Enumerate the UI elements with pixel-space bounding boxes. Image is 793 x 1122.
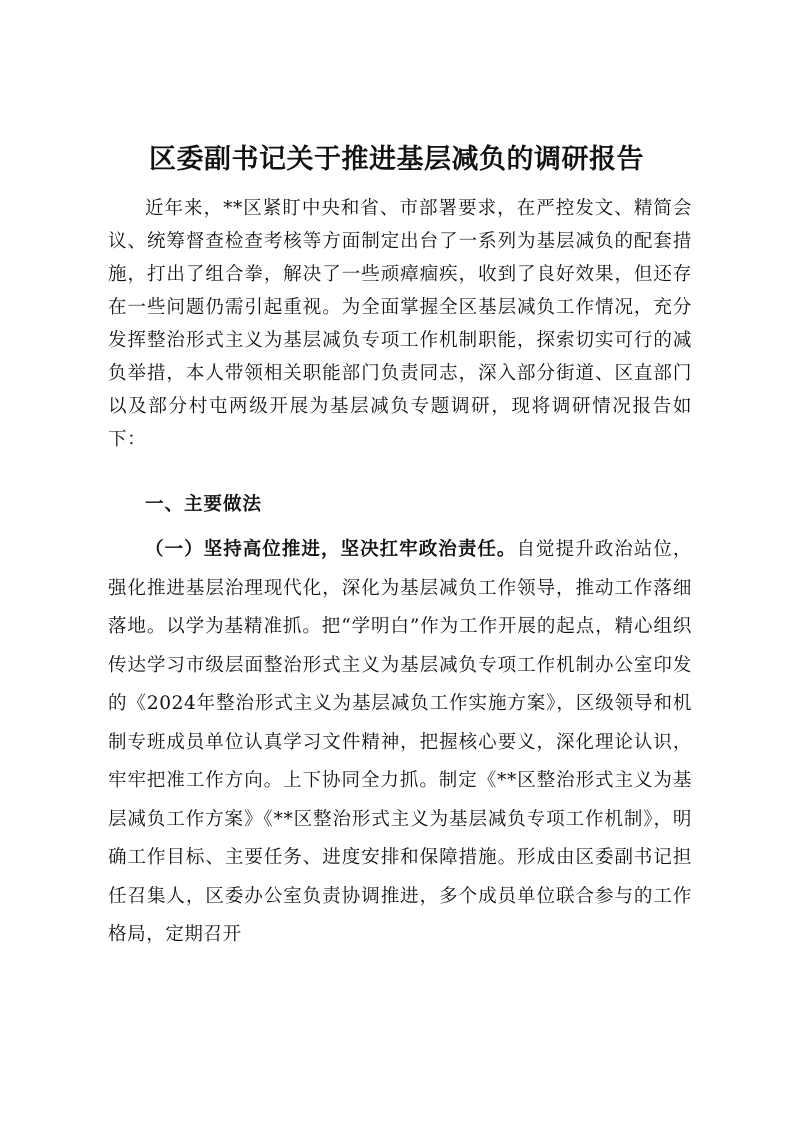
document-title: 区委副书记关于推进基层减负的调研报告 xyxy=(149,144,644,175)
subsection-paragraph xyxy=(108,531,692,955)
section-heading: 一、主要做法 xyxy=(145,494,263,515)
subsection-lead: （一）坚持高位推进，坚决扛牢政治责任。 xyxy=(145,539,517,560)
intro-paragraph: 近年来，**区紧盯中央和省、市部署要求，在严控发文、精简会议、统筹督查检查考核等方面制定出台了一系列为基层减负的配套措施，打出了组合拳，解决了一些顽瘴痼疾，收到了良好效果，但还存在一些问题仍需引起重视。为全面掌握全区基层减负工作情况，充分发挥整治形式主义为基层减负专项工作机制职能，探索切实可行的减负举措，本人带领相关职能部门负责同志，深入部分街道、区直部门以及部分村屯两级开展为基层减负专题调研，现将调研情况报告如下： xyxy=(108,198,692,450)
subsection-text: 自觉提升政治站位，强化推进基层治理现代化，深化为基层减负工作领导，推动工作落细落地。以学为基精准抓。把“学明白”作为工作开展的起点，精心组织传达学习市级层面整治形式主义为基层减负专项工作机制办公室印发的《2024年整治形式主义为基层减负工作实施方案》，区级领导和机制专班成员单位认真学习文件精神，把握核心要义，深化理论认识，牢牢把准工作方向。上下协同全力抓。制定《**区整治形式主义为基层减负工作方案》《**区整治形式主义为基层减负专项工作机制》，明确工作目标、主要任务、进度安排和保障措施。形成由区委副书记担任召集人，区委办公室负责协调推进，多个成员单位联合参与的工作格局，定期召开 xyxy=(108,539,692,945)
